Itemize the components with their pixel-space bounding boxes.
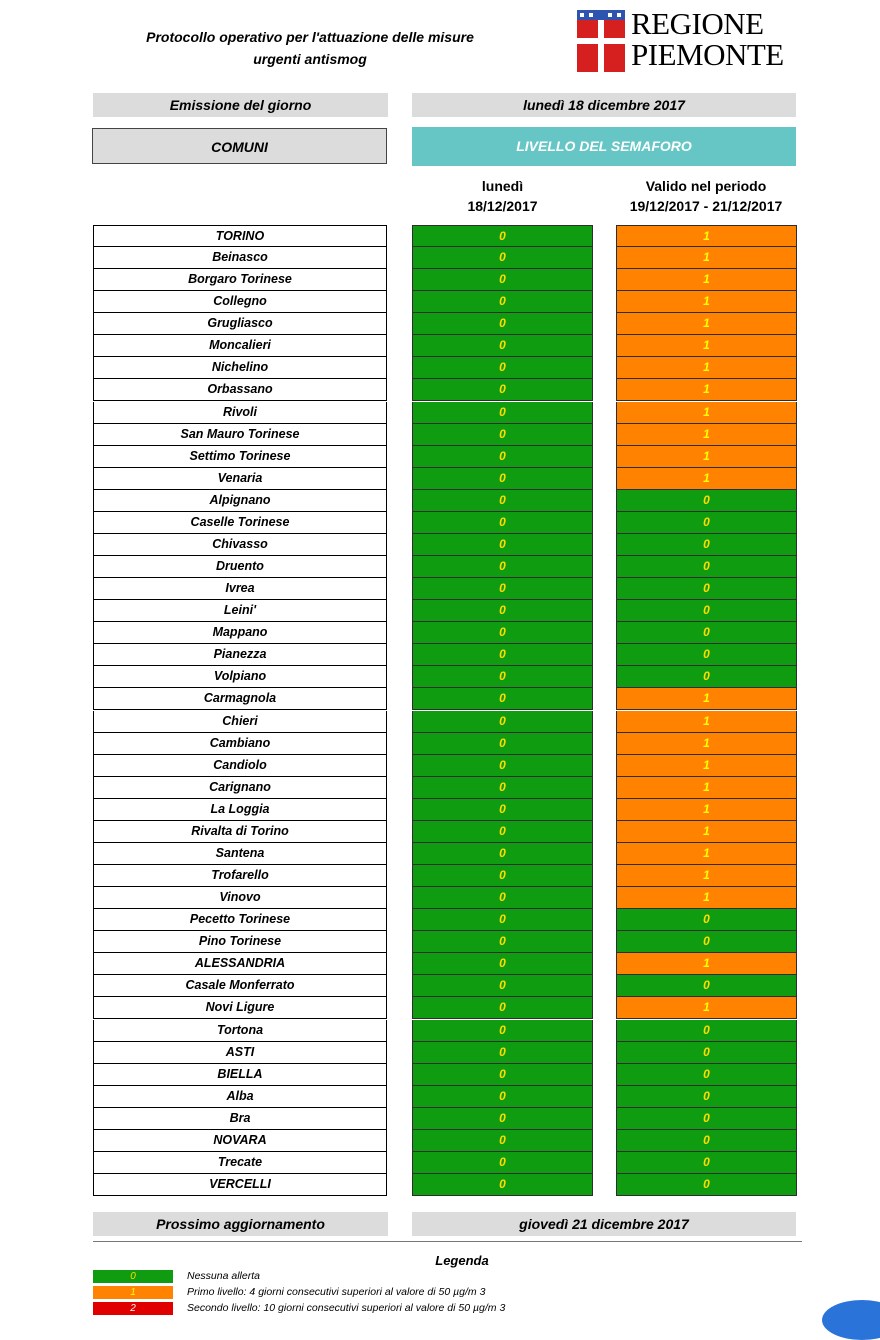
municipality-name: Borgaro Torinese <box>93 269 387 291</box>
level-period-cell: 1 <box>616 379 797 401</box>
level-today-cell: 0 <box>412 379 593 401</box>
level-today-cell: 0 <box>412 600 593 622</box>
level-today-cell: 0 <box>412 821 593 843</box>
municipality-name: VERCELLI <box>93 1174 387 1196</box>
municipality-name: ALESSANDRIA <box>93 953 387 975</box>
level-period-cell: 1 <box>616 777 797 799</box>
table-row <box>0 512 880 534</box>
level-period-cell: 1 <box>616 953 797 975</box>
level-period-cell: 0 <box>616 1152 797 1174</box>
municipality-name: Bra <box>93 1108 387 1130</box>
municipality-name: Pianezza <box>93 644 387 666</box>
level-today-cell: 0 <box>412 931 593 953</box>
table-row <box>0 688 880 710</box>
level-period-cell: 1 <box>616 711 797 733</box>
emission-date: lunedì 18 dicembre 2017 <box>412 93 796 117</box>
municipality-name: Santena <box>93 843 387 865</box>
level-period-cell: 1 <box>616 424 797 446</box>
level-period-cell: 0 <box>616 909 797 931</box>
level-today-cell: 0 <box>412 887 593 909</box>
level-period-cell: 0 <box>616 622 797 644</box>
municipality-name: Pino Torinese <box>93 931 387 953</box>
municipality-name: ASTI <box>93 1042 387 1064</box>
level-period-cell: 1 <box>616 733 797 755</box>
municipality-name: Grugliasco <box>93 313 387 335</box>
municipality-name: Trecate <box>93 1152 387 1174</box>
level-period-cell: 1 <box>616 247 797 269</box>
table-row <box>0 644 880 666</box>
municipality-name: Volpiano <box>93 666 387 688</box>
municipality-name: Beinasco <box>93 247 387 269</box>
level-today-cell: 0 <box>412 490 593 512</box>
table-row <box>0 291 880 313</box>
municipality-name: Ivrea <box>93 578 387 600</box>
level-period-cell: 1 <box>616 291 797 313</box>
table-row <box>0 799 880 821</box>
municipality-name: Nichelino <box>93 357 387 379</box>
legend-swatch-level-2: 2 <box>93 1302 173 1315</box>
column-period-header <box>600 176 812 216</box>
logo-line-1: REGIONE <box>631 6 764 41</box>
table-row <box>0 313 880 335</box>
municipality-name: Carmagnola <box>93 688 387 710</box>
municipality-name: Alpignano <box>93 490 387 512</box>
column-today-date: 18/12/2017 <box>467 198 538 214</box>
level-period-cell: 0 <box>616 1042 797 1064</box>
level-today-cell: 0 <box>412 1174 593 1196</box>
level-today-cell: 0 <box>412 335 593 357</box>
level-period-cell: 1 <box>616 335 797 357</box>
level-today-cell: 0 <box>412 975 593 997</box>
table-row <box>0 1042 880 1064</box>
table-row <box>0 821 880 843</box>
level-period-cell: 1 <box>616 225 797 247</box>
legend-text-level-1: Primo livello: 4 giorni consecutivi superiori al valore di 50 µg/m 3 <box>187 1286 486 1298</box>
level-period-cell: 0 <box>616 490 797 512</box>
level-today-cell: 0 <box>412 777 593 799</box>
municipality-name: Moncalieri <box>93 335 387 357</box>
level-period-cell: 0 <box>616 931 797 953</box>
table-row <box>0 865 880 887</box>
level-today-cell: 0 <box>412 225 593 247</box>
level-period-cell: 1 <box>616 402 797 424</box>
municipality-name: Alba <box>93 1086 387 1108</box>
table-row <box>0 711 880 733</box>
level-period-cell: 0 <box>616 1130 797 1152</box>
table-row <box>0 733 880 755</box>
table-row <box>0 1086 880 1108</box>
table-row <box>0 931 880 953</box>
emission-label: Emissione del giorno <box>93 93 388 117</box>
municipality-name: Collegno <box>93 291 387 313</box>
legend-text-level-0: Nessuna allerta <box>187 1270 260 1282</box>
level-period-cell: 0 <box>616 1064 797 1086</box>
level-period-cell: 1 <box>616 446 797 468</box>
level-today-cell: 0 <box>412 799 593 821</box>
level-period-cell: 1 <box>616 799 797 821</box>
table-row <box>0 777 880 799</box>
level-period-cell: 1 <box>616 357 797 379</box>
level-period-cell: 1 <box>616 313 797 335</box>
municipality-name: Rivoli <box>93 402 387 424</box>
table-row <box>0 578 880 600</box>
municipality-name: Caselle Torinese <box>93 512 387 534</box>
municipality-name: Chieri <box>93 711 387 733</box>
municipality-name: Casale Monferrato <box>93 975 387 997</box>
level-today-cell: 0 <box>412 997 593 1019</box>
table-row <box>0 997 880 1019</box>
municipality-name: Trofarello <box>93 865 387 887</box>
table-row <box>0 887 880 909</box>
level-today-cell: 0 <box>412 269 593 291</box>
table-row <box>0 1108 880 1130</box>
level-today-cell: 0 <box>412 446 593 468</box>
municipality-name: TORINO <box>93 225 387 247</box>
level-today-cell: 0 <box>412 1130 593 1152</box>
table-row <box>0 1130 880 1152</box>
level-today-cell: 0 <box>412 402 593 424</box>
level-period-cell: 0 <box>616 644 797 666</box>
regione-piemonte-logo <box>577 6 784 74</box>
level-period-cell: 1 <box>616 468 797 490</box>
level-today-cell: 0 <box>412 424 593 446</box>
semaforo-header: LIVELLO DEL SEMAFORO <box>412 127 796 166</box>
level-period-cell: 1 <box>616 997 797 1019</box>
level-today-cell: 0 <box>412 1020 593 1042</box>
municipality-name: Orbassano <box>93 379 387 401</box>
table-row <box>0 556 880 578</box>
municipality-name: Rivalta di Torino <box>93 821 387 843</box>
level-today-cell: 0 <box>412 1042 593 1064</box>
level-today-cell: 0 <box>412 556 593 578</box>
level-today-cell: 0 <box>412 1152 593 1174</box>
municipality-name: NOVARA <box>93 1130 387 1152</box>
column-period-range: 19/12/2017 - 21/12/2017 <box>629 198 783 214</box>
column-today-day: lunedì <box>481 178 524 194</box>
table-row <box>0 357 880 379</box>
level-today-cell: 0 <box>412 578 593 600</box>
table-row <box>0 953 880 975</box>
legend-title: Legenda <box>435 1253 489 1268</box>
municipality-name: BIELLA <box>93 1064 387 1086</box>
municipality-name: Leini' <box>93 600 387 622</box>
level-today-cell: 0 <box>412 512 593 534</box>
level-period-cell: 0 <box>616 1108 797 1130</box>
level-period-cell: 0 <box>616 556 797 578</box>
municipality-name: Mappano <box>93 622 387 644</box>
level-today-cell: 0 <box>412 291 593 313</box>
level-period-cell: 0 <box>616 578 797 600</box>
municipality-name: Carignano <box>93 777 387 799</box>
table-row <box>0 468 880 490</box>
level-today-cell: 0 <box>412 688 593 710</box>
level-period-cell: 0 <box>616 1020 797 1042</box>
table-row <box>0 666 880 688</box>
page-corner-decoration <box>822 1300 880 1340</box>
municipality-name: San Mauro Torinese <box>93 424 387 446</box>
level-period-cell: 1 <box>616 821 797 843</box>
comuni-header: COMUNI <box>92 128 387 164</box>
level-today-cell: 0 <box>412 313 593 335</box>
level-today-cell: 0 <box>412 755 593 777</box>
municipality-name: Pecetto Torinese <box>93 909 387 931</box>
level-period-cell: 1 <box>616 269 797 291</box>
table-row <box>0 534 880 556</box>
table-row <box>0 424 880 446</box>
level-today-cell: 0 <box>412 865 593 887</box>
table-row <box>0 446 880 468</box>
level-today-cell: 0 <box>412 247 593 269</box>
table-row <box>0 622 880 644</box>
legend-text-level-2: Secondo livello: 10 giorni consecutivi superiori al valore di 50 µg/m 3 <box>187 1302 506 1314</box>
level-period-cell: 0 <box>616 1086 797 1108</box>
legend-swatch-level-0: 0 <box>93 1270 173 1283</box>
level-today-cell: 0 <box>412 1108 593 1130</box>
municipality-name: Druento <box>93 556 387 578</box>
municipality-name: Settimo Torinese <box>93 446 387 468</box>
municipality-name: Venaria <box>93 468 387 490</box>
document-title <box>110 26 510 70</box>
table-row <box>0 225 880 247</box>
table-row <box>0 490 880 512</box>
title-line-1: Protocollo operativo per l'attuazione delle misure <box>146 29 474 45</box>
table-row <box>0 335 880 357</box>
municipality-name: Tortona <box>93 1020 387 1042</box>
level-today-cell: 0 <box>412 1086 593 1108</box>
next-update-date: giovedì 21 dicembre 2017 <box>412 1212 796 1236</box>
table-row <box>0 1152 880 1174</box>
level-today-cell: 0 <box>412 534 593 556</box>
level-today-cell: 0 <box>412 468 593 490</box>
table-row <box>0 379 880 401</box>
table-row <box>0 1174 880 1196</box>
column-today-header <box>412 176 593 216</box>
level-today-cell: 0 <box>412 357 593 379</box>
level-today-cell: 0 <box>412 843 593 865</box>
level-period-cell: 0 <box>616 975 797 997</box>
table-row <box>0 269 880 291</box>
level-today-cell: 0 <box>412 622 593 644</box>
level-today-cell: 0 <box>412 909 593 931</box>
level-today-cell: 0 <box>412 644 593 666</box>
level-today-cell: 0 <box>412 711 593 733</box>
next-update-label: Prossimo aggiornamento <box>93 1212 388 1236</box>
level-today-cell: 0 <box>412 666 593 688</box>
table-row <box>0 909 880 931</box>
level-period-cell: 0 <box>616 600 797 622</box>
legend-swatch-level-1: 1 <box>93 1286 173 1299</box>
table-row <box>0 1064 880 1086</box>
table-row <box>0 247 880 269</box>
municipality-name: Cambiano <box>93 733 387 755</box>
level-period-cell: 0 <box>616 1174 797 1196</box>
level-period-cell: 0 <box>616 512 797 534</box>
table-row <box>0 1020 880 1042</box>
level-period-cell: 1 <box>616 887 797 909</box>
table-row <box>0 755 880 777</box>
municipality-name: Vinovo <box>93 887 387 909</box>
municipality-name: Candiolo <box>93 755 387 777</box>
piemonte-flag-icon <box>577 10 625 72</box>
column-period-label: Valido nel periodo <box>645 178 767 194</box>
level-period-cell: 1 <box>616 688 797 710</box>
legend-divider <box>93 1241 802 1242</box>
title-line-2: urgenti antismog <box>253 51 367 67</box>
level-period-cell: 1 <box>616 843 797 865</box>
logo-text <box>631 8 784 70</box>
level-today-cell: 0 <box>412 1064 593 1086</box>
level-period-cell: 0 <box>616 666 797 688</box>
municipality-name: Chivasso <box>93 534 387 556</box>
table-row <box>0 843 880 865</box>
table-row <box>0 402 880 424</box>
level-today-cell: 0 <box>412 953 593 975</box>
table-row <box>0 975 880 997</box>
level-period-cell: 0 <box>616 534 797 556</box>
level-period-cell: 1 <box>616 865 797 887</box>
level-period-cell: 1 <box>616 755 797 777</box>
municipality-name: Novi Ligure <box>93 997 387 1019</box>
municipality-name: La Loggia <box>93 799 387 821</box>
level-today-cell: 0 <box>412 733 593 755</box>
table-row <box>0 600 880 622</box>
logo-line-2: PIEMONTE <box>631 37 784 72</box>
